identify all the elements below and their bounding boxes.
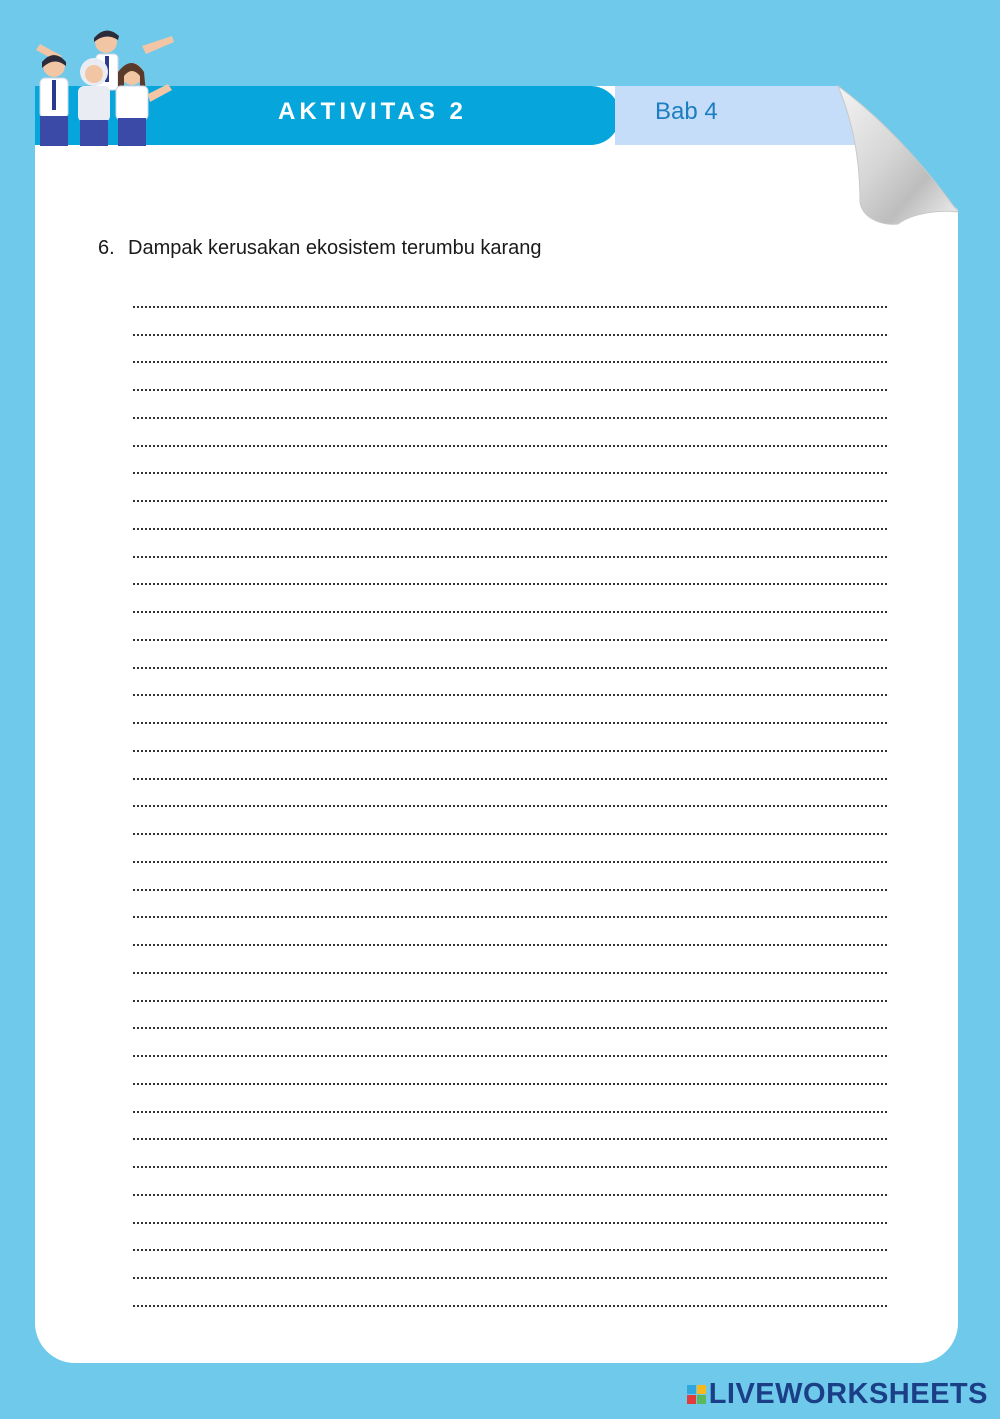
- answer-line[interactable]: [133, 1168, 887, 1196]
- answer-line[interactable]: [133, 363, 887, 391]
- answer-line[interactable]: [133, 419, 887, 447]
- question-text: Dampak kerusakan ekosistem terumbu karang: [128, 237, 542, 259]
- answer-line[interactable]: [133, 696, 887, 724]
- answer-line[interactable]: [133, 1029, 887, 1057]
- page-curl-illustration: [836, 84, 960, 226]
- answer-line[interactable]: [133, 613, 887, 641]
- liveworksheets-logo-icon: [687, 1385, 706, 1404]
- answer-line[interactable]: [133, 1057, 887, 1085]
- answer-line[interactable]: [133, 585, 887, 613]
- answer-line[interactable]: [133, 669, 887, 697]
- answer-line[interactable]: [133, 530, 887, 558]
- answer-line[interactable]: [133, 752, 887, 780]
- answer-line[interactable]: [133, 835, 887, 863]
- answer-line[interactable]: [133, 1140, 887, 1168]
- answer-line[interactable]: [133, 1224, 887, 1252]
- answer-line[interactable]: [133, 974, 887, 1002]
- answer-area[interactable]: [133, 280, 887, 1307]
- question-item: [98, 236, 542, 260]
- activity-title: AKTIVITAS 2: [278, 98, 467, 125]
- answer-line[interactable]: [133, 280, 887, 308]
- answer-line[interactable]: [133, 391, 887, 419]
- answer-line[interactable]: [133, 780, 887, 808]
- answer-line[interactable]: [133, 308, 887, 336]
- answer-line[interactable]: [133, 558, 887, 586]
- answer-line[interactable]: [133, 474, 887, 502]
- liveworksheets-brand: [687, 1378, 988, 1411]
- chapter-label: Bab 4: [655, 98, 718, 125]
- answer-line[interactable]: [133, 807, 887, 835]
- answer-line[interactable]: [133, 891, 887, 919]
- answer-line[interactable]: [133, 502, 887, 530]
- answer-line[interactable]: [133, 1279, 887, 1307]
- answer-line[interactable]: [133, 336, 887, 364]
- students-illustration: [24, 24, 184, 148]
- answer-line[interactable]: [133, 1251, 887, 1279]
- answer-line[interactable]: [133, 918, 887, 946]
- question-number: 6.: [98, 237, 115, 259]
- answer-line[interactable]: [133, 1002, 887, 1030]
- brand-name: LIVEWORKSHEETS: [708, 1378, 988, 1410]
- answer-line[interactable]: [133, 1113, 887, 1141]
- answer-line[interactable]: [133, 447, 887, 475]
- answer-line[interactable]: [133, 1085, 887, 1113]
- answer-line[interactable]: [133, 724, 887, 752]
- answer-line[interactable]: [133, 641, 887, 669]
- answer-line[interactable]: [133, 1196, 887, 1224]
- answer-line[interactable]: [133, 863, 887, 891]
- answer-line[interactable]: [133, 946, 887, 974]
